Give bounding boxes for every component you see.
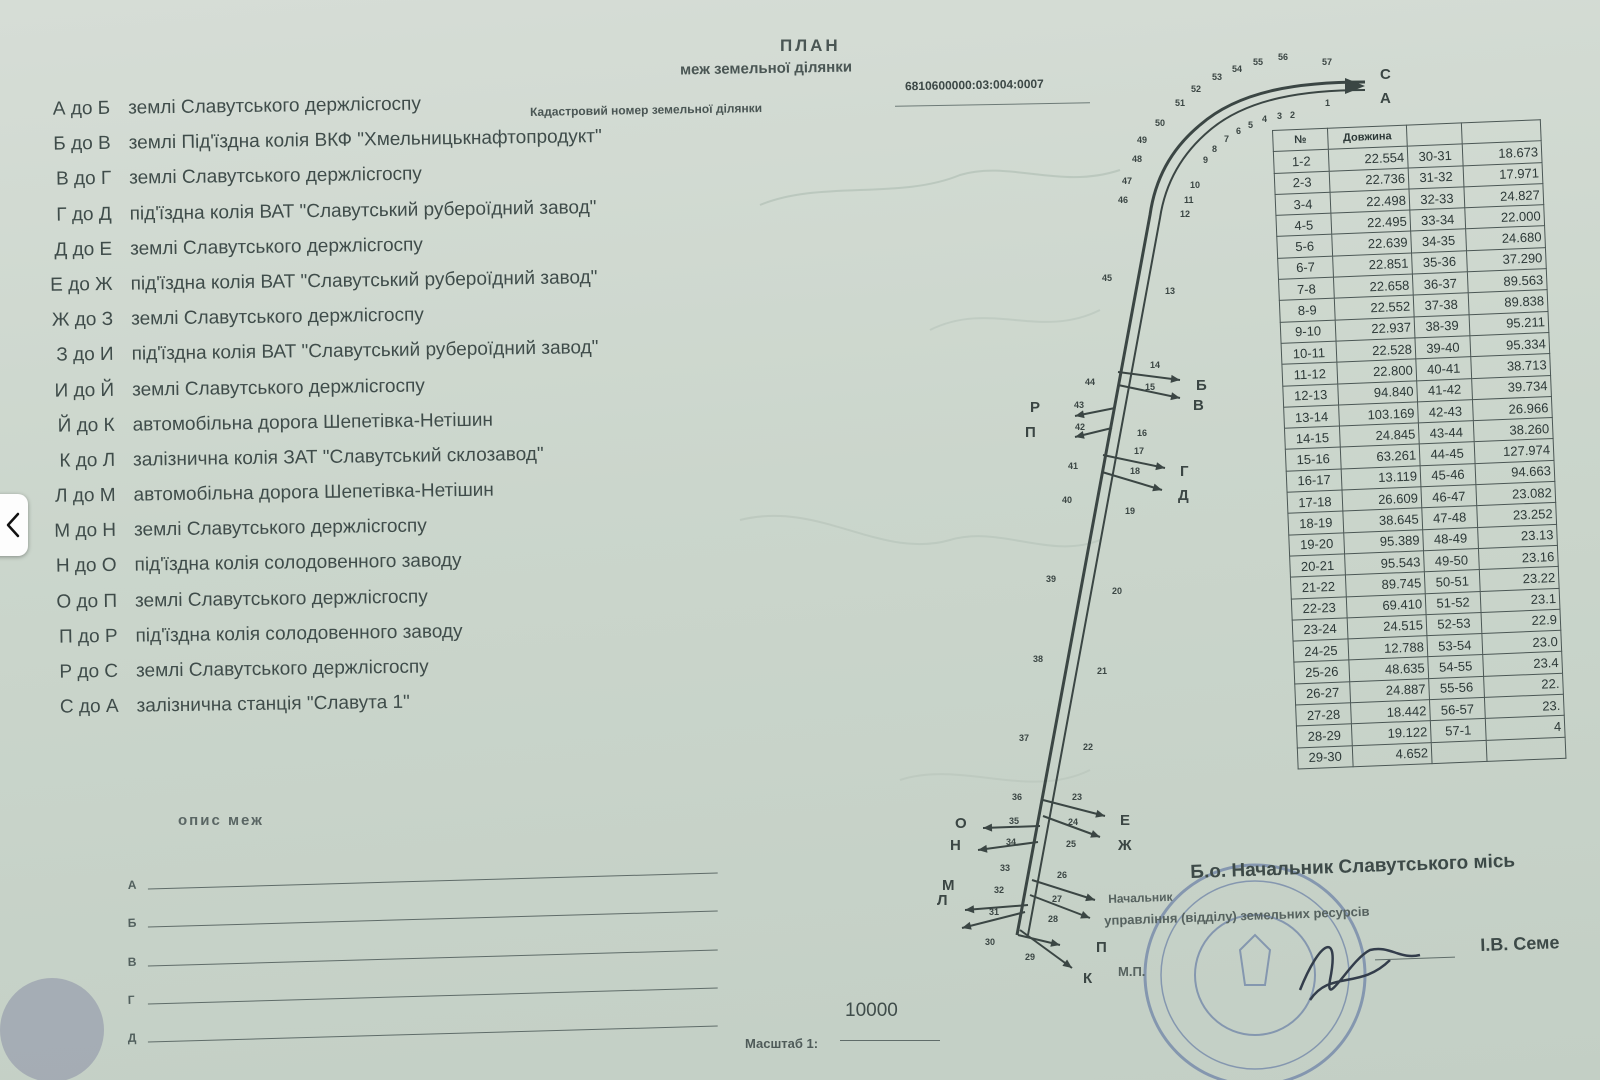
scale-line	[840, 1040, 940, 1041]
boundary-description: землі Славутського держлісгоспу	[128, 93, 422, 119]
point-number: 23	[1072, 792, 1083, 802]
point-number: 11	[1184, 195, 1194, 205]
length-cell: 22.554	[1328, 146, 1408, 170]
boundary-arrow	[1032, 880, 1095, 900]
length-cell: 22.	[1484, 673, 1564, 697]
cadastral-label: Кадастровий номер земельної ділянки	[529, 100, 763, 120]
segment-cell: 46-47	[1421, 485, 1477, 508]
length-cell: 22.851	[1333, 253, 1413, 277]
point-number: 7	[1224, 134, 1230, 144]
point-number: 43	[1074, 400, 1085, 410]
point-number: 20	[1112, 586, 1123, 596]
map-letter: П	[1096, 939, 1107, 956]
map-letter: Н	[950, 837, 961, 854]
segment-cell: 40-41	[1416, 357, 1472, 380]
point-number: 19	[1125, 506, 1136, 516]
segment-cell: 47-48	[1422, 506, 1478, 529]
point-number: 17	[1134, 446, 1145, 456]
segment-cell: 32-33	[1409, 187, 1465, 210]
signature-position: Начальник	[1108, 889, 1173, 906]
length-cell: 94.840	[1338, 380, 1418, 404]
segment-cell: 56-57	[1429, 697, 1485, 720]
segment-cell: 33-34	[1410, 208, 1466, 231]
segment-cell: 2-3	[1274, 171, 1330, 194]
length-cell: 12.788	[1348, 636, 1428, 660]
opys-letter: Д	[127, 1030, 137, 1045]
length-cell: 95.211	[1469, 311, 1549, 335]
segment-cell: 4-5	[1276, 213, 1332, 236]
stamp-fragment	[0, 978, 104, 1080]
segment-cell: 50-51	[1424, 570, 1480, 593]
point-number: 2	[1290, 110, 1296, 120]
map-letter: О	[955, 815, 967, 832]
segment-cell: 43-44	[1418, 421, 1474, 444]
boundary-description: під'їздна колія ВАТ "Славутський рубероїдний завод"	[129, 196, 597, 225]
length-cell: 48.635	[1349, 657, 1429, 681]
segment-cell: 31-32	[1408, 165, 1464, 188]
segment-cell: 48-49	[1423, 527, 1479, 550]
segment-cell: 24-25	[1293, 639, 1349, 662]
point-number: 5	[1248, 120, 1254, 130]
arrow-head	[1090, 830, 1100, 838]
point-number: 46	[1118, 195, 1129, 205]
segment-cell: 16-17	[1286, 469, 1342, 492]
segment-cell: 1-2	[1273, 150, 1329, 173]
boundary-description: під'їздна колія ВАТ "Славутський рубероїдний завод"	[130, 267, 598, 295]
segment-cell: 34-35	[1411, 229, 1467, 252]
segment-cell: 45-46	[1420, 463, 1476, 486]
segment-cell: 3-4	[1275, 192, 1331, 215]
segment-cell: 30-31	[1407, 144, 1463, 167]
segment-cell: 11-12	[1282, 362, 1338, 385]
point-number: 37	[1019, 733, 1030, 743]
point-number: 40	[1062, 495, 1073, 505]
length-cell	[1486, 737, 1566, 761]
segment-cell: 28-29	[1296, 724, 1352, 747]
segment-cell: 29-30	[1297, 745, 1353, 768]
boundary-description: землі Славутського держлісгоспу	[130, 304, 424, 330]
boundary-code: Ж до З	[51, 308, 114, 331]
point-number: 29	[1025, 952, 1036, 962]
point-number: 34	[1006, 837, 1017, 847]
boundary-description: землі Славутського держлісгоспу	[134, 586, 428, 612]
point-number: 50	[1155, 118, 1166, 128]
arrow-head	[1062, 959, 1072, 968]
point-number: 38	[1033, 654, 1044, 664]
segment-cell: 49-50	[1424, 548, 1480, 571]
boundary-description: залізнична колія ЗАТ "Славутський склозавод"	[132, 443, 544, 471]
segment-cell: 38-39	[1414, 314, 1470, 337]
cadastral-number: 6810600000:03:004:0007	[904, 76, 1044, 94]
boundary-description: землі Славутського держлісгоспу	[129, 163, 423, 189]
table-header-empty	[1406, 123, 1462, 146]
map-letter: Г	[1180, 463, 1189, 480]
point-number: 53	[1212, 72, 1223, 82]
length-cell: 89.838	[1468, 290, 1548, 314]
point-number: 48	[1132, 154, 1143, 164]
signature-scribble	[1300, 947, 1420, 1000]
point-number: 31	[989, 907, 1000, 917]
point-number: 51	[1175, 98, 1186, 108]
point-number: 35	[1009, 816, 1020, 826]
length-cell: 23.252	[1477, 503, 1557, 527]
map-letter: В	[1193, 397, 1204, 414]
point-number: 21	[1097, 666, 1108, 676]
boundary-description: автомобільна дорога Шепетівка-Нетішин	[133, 479, 494, 506]
arrow-head	[1085, 893, 1095, 901]
back-button[interactable]	[0, 494, 28, 556]
plan-subtitle: меж земельної ділянки	[679, 58, 853, 79]
boundary-code: Б до В	[53, 133, 111, 155]
boundary-code: Е до Ж	[50, 273, 113, 296]
segment-cell: 7-8	[1279, 277, 1335, 300]
boundary-code: С до А	[59, 696, 119, 718]
segment-cell: 54-55	[1428, 655, 1484, 678]
length-cell: 23.0	[1482, 630, 1562, 654]
length-table	[1272, 119, 1566, 769]
point-number: 32	[994, 885, 1005, 895]
segment-cell	[1431, 740, 1487, 763]
length-cell: 37.290	[1466, 247, 1546, 271]
point-number: 3	[1277, 111, 1283, 121]
scale-label: Масштаб 1:	[745, 1036, 819, 1051]
length-cell: 24.887	[1350, 678, 1430, 702]
segment-cell: 27-28	[1296, 703, 1352, 726]
point-number: 44	[1085, 377, 1096, 387]
point-number: 39	[1046, 574, 1057, 584]
point-number: 18	[1130, 466, 1141, 476]
length-cell: 4	[1485, 716, 1565, 740]
boundary-code: Н до О	[55, 555, 117, 578]
segment-cell: 25-26	[1294, 660, 1350, 683]
length-cell: 19.122	[1351, 721, 1431, 745]
table-header-length: Довжина	[1327, 125, 1407, 149]
point-number: 52	[1191, 84, 1202, 94]
boundary-code: А до Б	[52, 97, 111, 120]
segment-cell: 44-45	[1419, 442, 1475, 465]
point-number: 55	[1253, 57, 1264, 67]
point-number: 1	[1325, 98, 1331, 108]
point-number: 25	[1066, 839, 1077, 849]
map-letter: А	[1380, 90, 1391, 107]
length-cell: 24.515	[1347, 615, 1427, 639]
segment-cell: 51-52	[1425, 591, 1481, 614]
boundary-description: залізнична станція "Славута 1"	[136, 691, 410, 717]
segment-cell: 39-40	[1415, 336, 1471, 359]
boundary-code: Г до Д	[56, 203, 112, 226]
length-cell: 22.800	[1337, 359, 1417, 383]
arrow-head	[1345, 78, 1365, 94]
length-cell: 22.495	[1331, 210, 1411, 234]
arrow-head	[1170, 392, 1180, 400]
segment-cell: 10-11	[1281, 341, 1337, 364]
length-cell: 22.528	[1336, 338, 1416, 362]
point-number: 42	[1075, 422, 1086, 432]
map-letter: Е	[1120, 812, 1131, 829]
length-cell: 23.082	[1476, 481, 1556, 505]
point-number: 26	[1057, 870, 1068, 880]
length-cell: 38.713	[1471, 354, 1551, 378]
arrow-head	[1075, 410, 1085, 418]
arrow-head	[1152, 484, 1162, 492]
segment-cell: 26-27	[1295, 682, 1351, 705]
length-cell: 89.745	[1345, 572, 1425, 596]
length-cell: 22.9	[1481, 609, 1561, 633]
plan-title: ПЛАН	[780, 36, 841, 55]
opys-letter: Б	[127, 915, 137, 930]
point-number: 45	[1102, 273, 1113, 283]
point-number: 49	[1137, 135, 1148, 145]
segment-cell: 55-56	[1429, 676, 1485, 699]
boundary-code: З до И	[56, 344, 114, 366]
map-letter: П	[1025, 424, 1036, 441]
segment-cell: 14-15	[1284, 426, 1340, 449]
length-cell: 38.260	[1473, 418, 1553, 442]
length-cell: 22.498	[1330, 189, 1410, 213]
point-number: 41	[1068, 461, 1079, 471]
segment-cell: 5-6	[1277, 235, 1333, 258]
length-cell: 22.736	[1329, 168, 1409, 192]
point-number: 56	[1278, 52, 1289, 62]
boundary-description: землі Славутського держлісгоспу	[135, 656, 429, 682]
signature-department: управління (відділу) земельних ресурсів	[1104, 903, 1370, 928]
length-cell: 24.845	[1339, 423, 1419, 447]
point-number: 10	[1190, 180, 1201, 190]
length-cell: 23.13	[1478, 524, 1558, 548]
segment-cell: 42-43	[1418, 400, 1474, 423]
length-cell: 26.966	[1472, 396, 1552, 420]
point-number: 16	[1137, 428, 1148, 438]
opys-letter: В	[127, 954, 137, 969]
boundary-code: К до Л	[59, 449, 116, 472]
map-letter: С	[1380, 66, 1391, 83]
point-number: 36	[1012, 792, 1023, 802]
length-cell: 103.169	[1339, 402, 1419, 426]
length-cell: 24.680	[1466, 226, 1546, 250]
length-cell: 23.4	[1483, 652, 1563, 676]
boundary-description: під'їздна колія солодовенного заводу	[134, 550, 462, 577]
segment-cell: 9-10	[1280, 320, 1336, 343]
boundary-description: землі Славутського держлісгоспу	[133, 515, 427, 541]
length-cell: 22.658	[1333, 274, 1413, 298]
point-number: 57	[1322, 57, 1333, 67]
boundary-code: Р до С	[59, 660, 119, 683]
length-cell: 95.389	[1344, 529, 1424, 553]
point-number: 22	[1083, 742, 1094, 752]
segment-cell: 23-24	[1292, 618, 1348, 641]
segment-cell: 37-38	[1413, 293, 1469, 316]
length-cell: 26.609	[1342, 487, 1422, 511]
segment-cell: 6-7	[1278, 256, 1334, 279]
length-cell: 69.410	[1346, 593, 1426, 617]
length-cell: 95.543	[1345, 551, 1425, 575]
boundary-code: М до Н	[54, 520, 117, 542]
opys-letter: Г	[127, 992, 135, 1007]
length-cell: 23.22	[1479, 567, 1559, 591]
point-number: 24	[1068, 817, 1079, 827]
signature-name: І.В. Семе	[1480, 932, 1560, 955]
point-number: 8	[1212, 144, 1218, 154]
segment-cell: 20-21	[1290, 554, 1346, 577]
length-cell: 18.673	[1462, 141, 1542, 165]
boundary-arrow	[1118, 372, 1180, 380]
point-number: 15	[1145, 382, 1156, 392]
arrow-head	[1155, 462, 1165, 470]
point-number: 9	[1203, 155, 1209, 165]
map-letter: К	[1083, 970, 1093, 987]
map-letter: Р	[1030, 399, 1041, 416]
segment-cell: 21-22	[1290, 575, 1346, 598]
point-number: 54	[1232, 64, 1243, 74]
map-letter: Л	[937, 892, 948, 909]
point-number: 14	[1150, 360, 1161, 370]
length-cell: 22.000	[1465, 205, 1545, 229]
point-number: 28	[1048, 914, 1059, 924]
length-cell: 17.971	[1463, 162, 1543, 186]
segment-cell: 35-36	[1412, 251, 1468, 274]
boundary-arrow	[1020, 930, 1072, 968]
signature-title: Б.о. Начальник Славутського місь	[1190, 850, 1516, 883]
boundary-list	[30, 86, 679, 728]
length-cell: 63.261	[1340, 444, 1420, 468]
segment-cell: 17-18	[1287, 490, 1343, 513]
segment-cell: 13-14	[1284, 405, 1340, 428]
point-number: 13	[1165, 286, 1176, 296]
segment-cell: 22-23	[1291, 596, 1347, 619]
segment-cell: 15-16	[1285, 447, 1341, 470]
arrow-head	[983, 824, 992, 832]
length-cell: 127.974	[1474, 439, 1554, 463]
length-cell: 39.734	[1472, 375, 1552, 399]
boundary-description: під'їздна колія ВАТ "Славутський рубероїдний завод"	[131, 337, 599, 365]
point-number: 12	[1180, 209, 1191, 219]
chevron-left-icon	[6, 512, 20, 538]
length-cell: 23.16	[1478, 545, 1558, 569]
length-cell: 22.937	[1335, 317, 1415, 341]
segment-cell: 41-42	[1417, 378, 1473, 401]
boundary-description: автомобільна дорога Шепетівка-Нетішин	[132, 409, 494, 436]
point-number: 27	[1052, 894, 1063, 904]
segment-cell: 53-54	[1427, 634, 1483, 657]
arrow-head	[965, 905, 974, 913]
boundary-code: И до Й	[54, 379, 115, 402]
map-letter: Д	[1178, 487, 1189, 504]
point-number: 47	[1122, 176, 1133, 186]
length-cell: 4.652	[1352, 742, 1432, 766]
arrow-head	[1080, 911, 1090, 918]
table-header-number: №	[1273, 128, 1329, 151]
length-cell: 23.1	[1480, 588, 1560, 612]
point-number: 33	[1000, 863, 1011, 873]
point-number: 30	[985, 937, 996, 947]
boundary-code: В до Г	[55, 168, 112, 191]
length-cell: 22.639	[1332, 232, 1412, 256]
segment-cell: 12-13	[1283, 384, 1339, 407]
map-letter: Б	[1196, 377, 1207, 394]
boundary-description: землі Під'їздна колія ВКФ "Хмельницькнафтопродукт"	[128, 126, 602, 154]
boundary-code: Д до Е	[54, 238, 113, 261]
length-cell: 24.827	[1464, 184, 1544, 208]
segment-cell: 52-53	[1426, 612, 1482, 635]
boundary-code: О до П	[56, 590, 118, 613]
length-cell: 38.645	[1343, 508, 1423, 532]
mp-label: М.П.	[1118, 964, 1146, 979]
length-cell: 18.442	[1351, 700, 1431, 724]
length-cell: 13.119	[1341, 466, 1421, 490]
segment-cell: 8-9	[1279, 299, 1335, 322]
segment-cell: 57-1	[1430, 719, 1486, 742]
boundary-code: П до Р	[58, 625, 118, 648]
boundary-code: Й до К	[57, 414, 115, 437]
length-cell: 94.663	[1475, 460, 1555, 484]
scale-value: 10000	[845, 1000, 898, 1021]
segment-cell: 19-20	[1289, 533, 1345, 556]
map-letter: М	[942, 877, 955, 894]
opys-letter: А	[127, 877, 137, 892]
point-number: 6	[1236, 126, 1242, 136]
boundary-description: землі Славутського держлісгоспу	[131, 375, 425, 401]
boundary-description: під'їздна колія солодовенного заводу	[135, 620, 463, 647]
length-cell: 23.	[1484, 694, 1564, 718]
boundary-description: землі Славутського держлісгоспу	[130, 234, 423, 260]
length-cell: 89.563	[1467, 269, 1547, 293]
length-cell: 22.552	[1334, 295, 1414, 319]
boundary-code: Л до М	[54, 484, 116, 507]
opys-title: опис меж	[178, 812, 264, 829]
segment-cell: 36-37	[1412, 272, 1468, 295]
segment-cell: 18-19	[1288, 511, 1344, 534]
map-letter: Ж	[1118, 837, 1132, 854]
length-cell: 95.334	[1470, 333, 1550, 357]
point-number: 4	[1262, 114, 1268, 124]
